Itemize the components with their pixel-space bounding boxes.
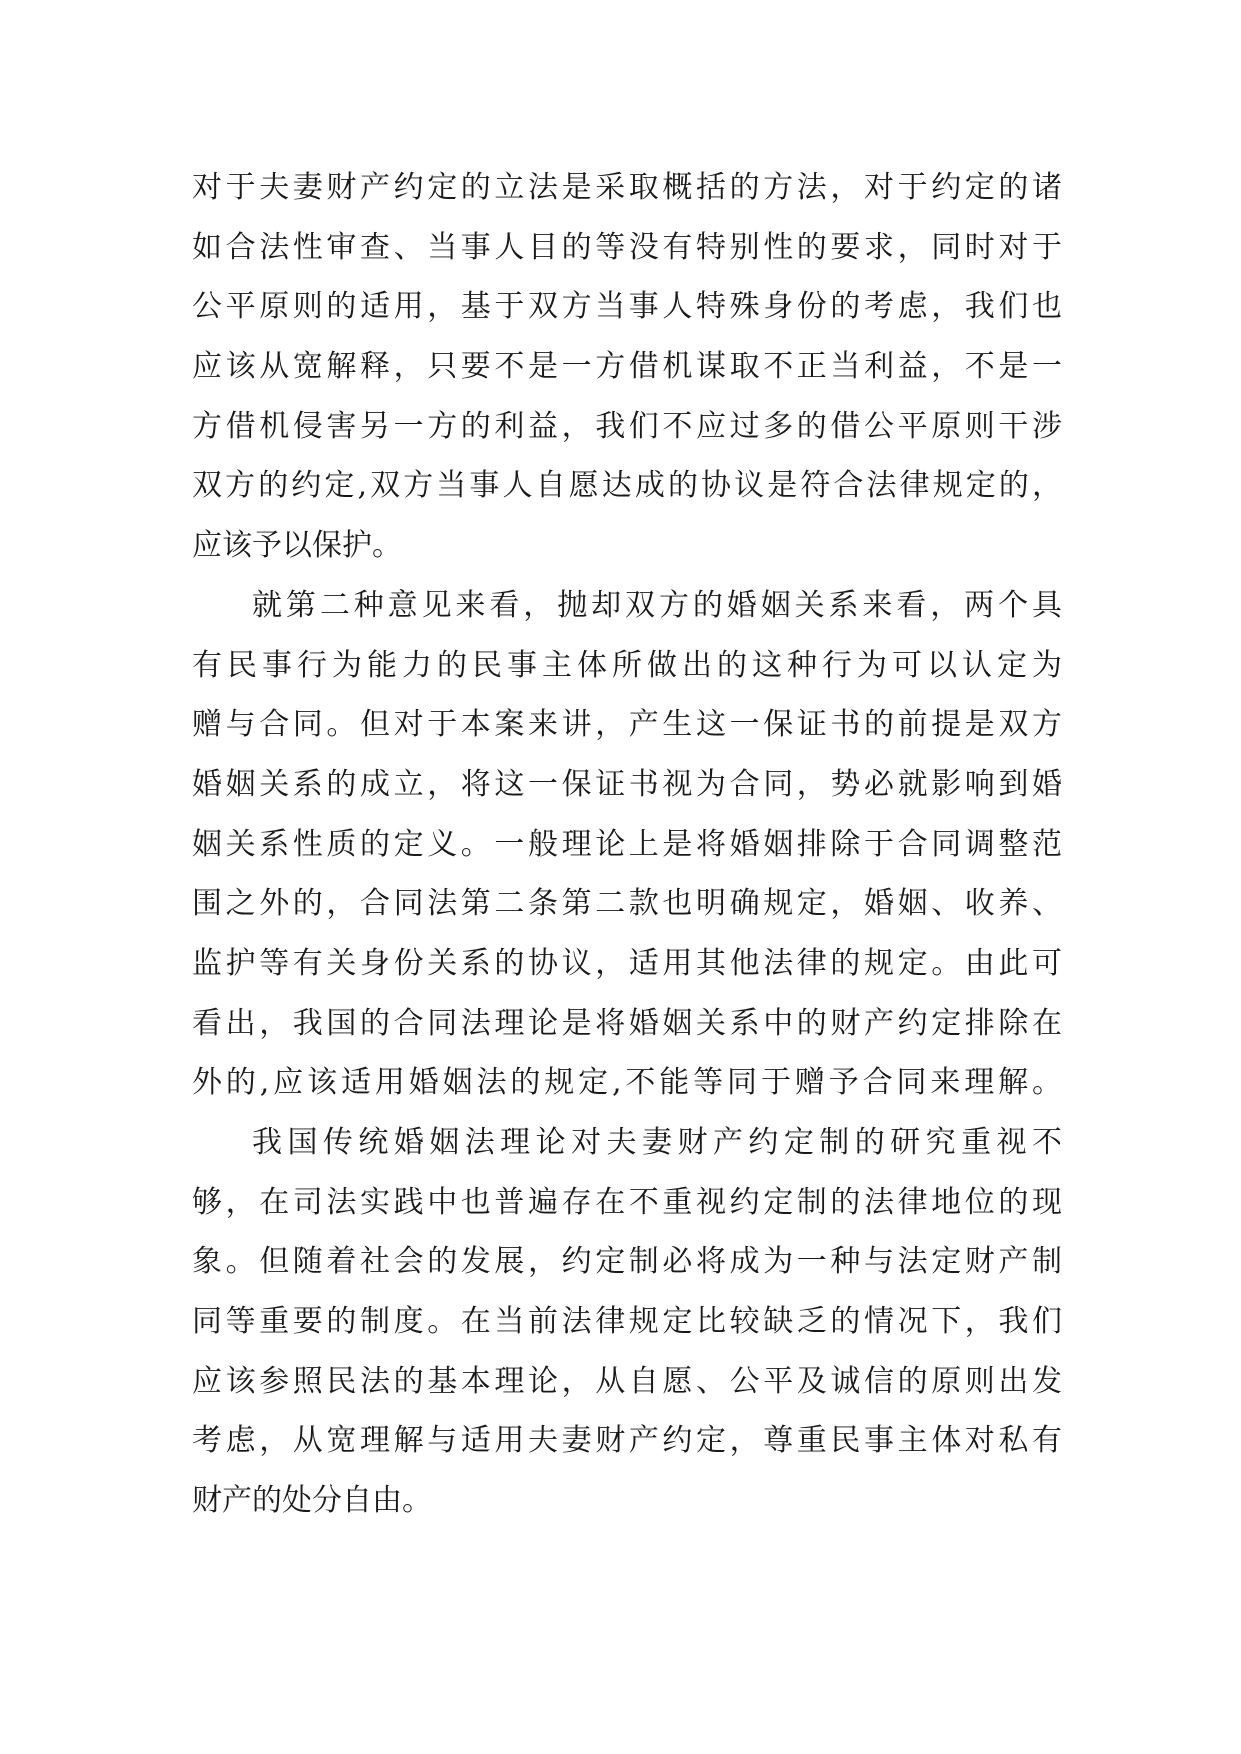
text-line: 如合法性审查、当事人目的等没有特别性的要求，同时对于 <box>192 229 1062 265</box>
text-line: 财产的处分自由。 <box>192 1483 432 1519</box>
text-line: 看出，我国的合同法理论是将婚姻关系中的财产约定排除在 <box>192 1005 1062 1041</box>
text-line: 有民事行为能力的民事主体所做出的这种行为可以认定为 <box>192 647 1062 683</box>
text-line: 公平原则的适用，基于双方当事人特殊身份的考虑，我们也 <box>192 289 1062 325</box>
text-line: 围之外的，合同法第二条第二款也明确规定，婚姻、收养、 <box>192 886 1062 922</box>
paragraph-2 <box>192 576 1062 1113</box>
text-line: 双方的约定,双方当事人自愿达成的协议是符合法律规定的， <box>192 468 1062 504</box>
body-text <box>192 158 1062 1531</box>
text-line: 象。但随着社会的发展，约定制必将成为一种与法定财产制 <box>192 1244 1062 1280</box>
text-line: 方借机侵害另一方的利益，我们不应过多的借公平原则干涉 <box>192 408 1062 444</box>
text-line: 就第二种意见来看，抛却双方的婚姻关系来看，两个具 <box>252 587 1062 623</box>
text-line: 同等重要的制度。在当前法律规定比较缺乏的情况下，我们 <box>192 1304 1062 1340</box>
paragraph-3 <box>192 1113 1062 1531</box>
text-line: 应该从宽解释，只要不是一方借机谋取不正当利益，不是一 <box>192 349 1062 385</box>
text-line: 外的,应该适用婚姻法的规定,不能等同于赠予合同来理解。 <box>192 1065 1062 1101</box>
text-line: 考虑，从宽理解与适用夫妻财产约定，尊重民事主体对私有 <box>192 1423 1062 1459</box>
text-line: 赠与合同。但对于本案来讲，产生这一保证书的前提是双方 <box>192 707 1062 743</box>
text-line: 对于夫妻财产约定的立法是采取概括的方法，对于约定的诸 <box>192 170 1062 205</box>
text-line: 应该参照民法的基本理论，从自愿、公平及诚信的原则出发 <box>192 1363 1062 1399</box>
text-line: 婚姻关系的成立，将这一保证书视为合同，势必就影响到婚 <box>192 766 1062 802</box>
text-line: 我国传统婚姻法理论对夫妻财产约定制的研究重视不 <box>252 1125 1062 1160</box>
paragraph-1 <box>192 158 1062 576</box>
text-line: 应该予以保护。 <box>192 528 402 564</box>
text-line: 姻关系性质的定义。一般理论上是将婚姻排除于合同调整范 <box>192 826 1062 862</box>
text-line: 够，在司法实践中也普遍存在不重视约定制的法律地位的现 <box>192 1184 1062 1220</box>
text-line: 监护等有关身份关系的协议，适用其他法律的规定。由此可 <box>192 945 1062 981</box>
